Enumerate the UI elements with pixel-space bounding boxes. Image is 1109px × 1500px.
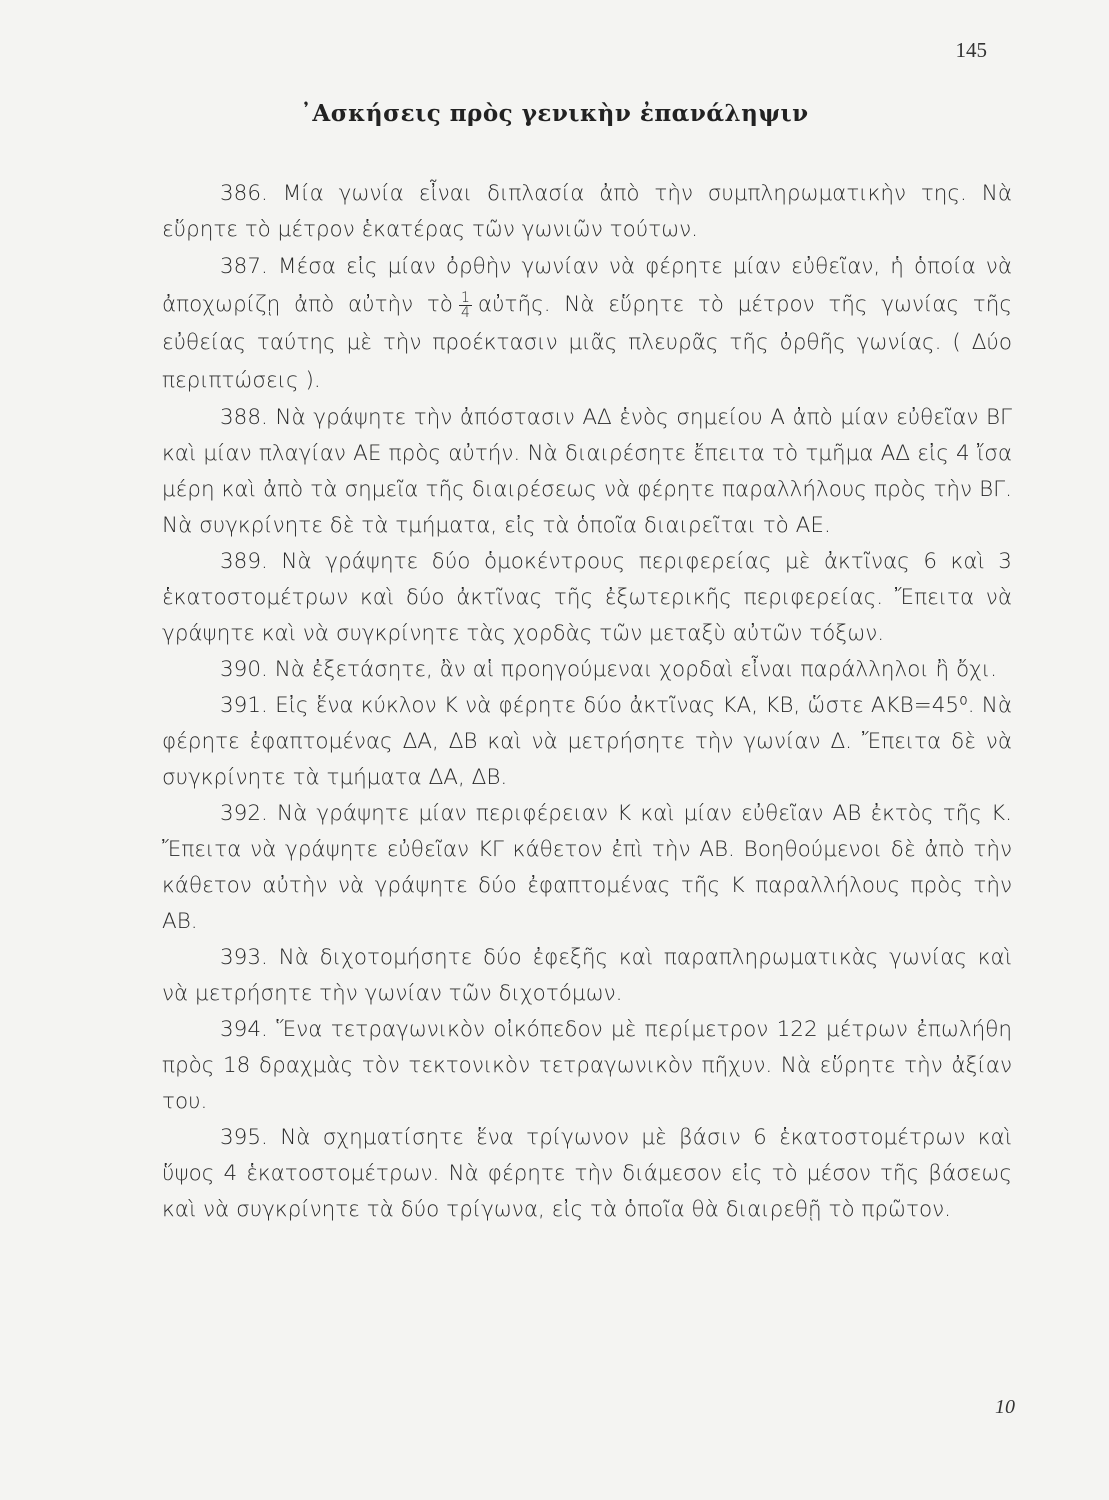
exercise-392: 392. Νὰ γράψητε μίαν περιφέρειαν Κ καὶ μίαν εὐθεῖαν ΑΒ ἐκτὸς τῆς Κ. Ἔπειτα νὰ γράψητε εὐθεῖαν ΚΓ κάθετον ἐπὶ τὴν ΑΒ. Βοηθούμενοι δὲ ἀπὸ τὴν κάθετον αὐτὴν νὰ γράψητε δύο ἐφαπτομένας τῆς Κ παραλλήλους πρὸς τὴν ΑΒ. xyxy=(162,801,1012,934)
exercise-386: 386. Μία γωνία εἶναι διπλασία ἀπὸ τὴν συμπληρωματικὴν της. Νὰ εὕρητε τὸ μέτρον ἑκατέρας τῶν γωνιῶν τούτων. xyxy=(162,181,1012,242)
exercise-390: 390. Νὰ ἐξετάσητε, ἂν αἱ προηγούμεναι χορδαὶ εἶναι παράλληλοι ἢ ὄχι. xyxy=(220,657,998,682)
exercise-394: 394. Ἕνα τετραγωνικὸν οἰκόπεδον μὲ περίμετρον 122 μέτρων ἐπωλήθη πρὸς 18 δραχμὰς τὸν τεκτονικὸν τετραγωνικὸν πῆχυν. Νὰ εὕρητε τὴν ἀξίαν του. xyxy=(162,1017,1012,1114)
exercise-387-text-after: αὐτῆς. Νὰ εὕρητε τὸ μέτρον τῆς γωνίας τῆς εὐθείας ταύτης μὲ τὴν προέκτασιν μιᾶς πλευρᾶς τῆς ὀρθῆς γωνίας. ( Δύο περιπτώσεις ). xyxy=(162,292,1012,393)
exercise-388: 388. Νὰ γράψητε τὴν ἀπόστασιν ΑΔ ἑνὸς σημείου Α ἀπὸ μίαν εὐθεῖαν ΒΓ καὶ μίαν πλαγίαν ΑΕ πρὸς αὐτήν. Νὰ διαιρέσητε ἔπειτα τὸ τμῆμα ΑΔ εἰς 4 ἴσα μέρη καὶ ἀπὸ τὰ σημεῖα τῆς διαιρέσεως νὰ φέρητε παραλλήλους πρὸς τὴν ΒΓ. Νὰ συγκρίνητε δὲ τὰ τμήματα, εἰς τὰ ὁποῖα διαιρεῖται τὸ ΑΕ. xyxy=(162,405,1012,538)
exercise-389: 389. Νὰ γράψητε δύο ὁμοκέντρους περιφερείας μὲ ἀκτῖνας 6 καὶ 3 ἑκατοστομέτρων καὶ δύο ἀκτῖνας τῆς ἐξωτερικῆς περιφερείας. Ἔπειτα νὰ γράψητε καὶ νὰ συγκρίνητε τὰς χορδὰς τῶν μεταξὺ αὐτῶν τόξων. xyxy=(162,549,1012,646)
exercise-391: 391. Εἰς ἕνα κύκλον Κ νὰ φέρητε δύο ἀκτῖνας ΚΑ, ΚΒ, ὥστε ΑΚΒ=45⁰. Νὰ φέρητε ἐφαπτομένας ΔΑ, ΔΒ καὶ νὰ μετρήσητε τὴν γωνίαν Δ. Ἔπειτα δὲ νὰ συγκρίνητε τὰ τμήματα ΔΑ, ΔΒ. xyxy=(162,693,1012,790)
exercise-387-text-before: 387. Μέσα εἰς μίαν ὀρθὴν γωνίαν νὰ φέρητε μίαν εὐθεῖαν, ἡ ὁποία νὰ ἀποχωρίζῃ ἀπὸ αὐτὴν τὸ xyxy=(162,254,1012,317)
exercise-387 xyxy=(162,248,1012,400)
exercise-393: 393. Νὰ διχοτομήσητε δύο ἐφεξῆς καὶ παραπληρωματικὰς γωνίας καὶ νὰ μετρήσητε τὴν γωνίαν τῶν διχοτόμων. xyxy=(162,945,1012,1006)
signature-mark: 10 xyxy=(995,1396,1015,1418)
fraction-numerator: 1 xyxy=(460,289,470,306)
section-heading: ᾿Ασκήσεις πρὸς γενικὴν ἐπανάληψιν xyxy=(300,100,809,127)
exercise-list xyxy=(162,176,1012,1228)
fraction-denominator: 4 xyxy=(460,304,470,321)
exercise-395: 395. Νὰ σχηματίσητε ἕνα τρίγωνον μὲ βάσιν 6 ἑκατοστομέτρων καὶ ὕψος 4 ἑκατοστομέτρων. Νὰ φέρητε τὴν διάμεσον εἰς τὸ μέσον τῆς βάσεως καὶ νὰ συγκρίνητε τὰ δύο τρίγωνα, εἰς τὰ ὁποῖα θὰ διαιρεθῇ τὸ πρῶτον. xyxy=(162,1125,1012,1222)
page-number: 145 xyxy=(955,38,987,62)
fraction-one-quarter xyxy=(459,291,472,320)
